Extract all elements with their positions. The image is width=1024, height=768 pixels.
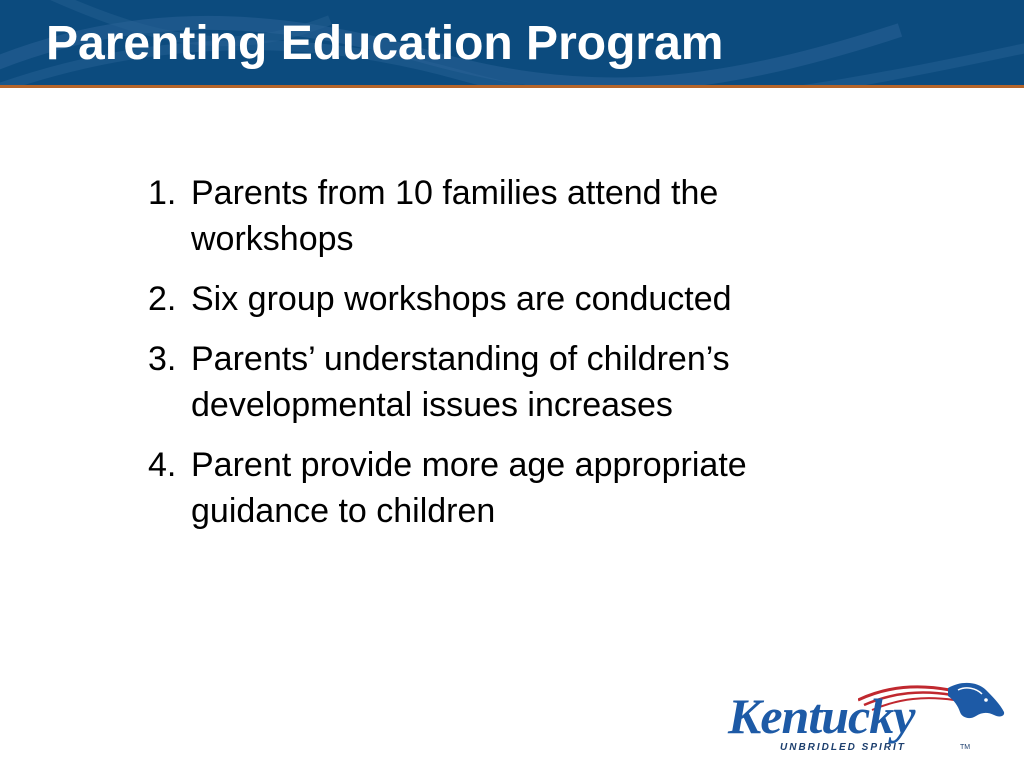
list-item-number: 1. — [148, 174, 177, 212]
title-accent-line — [0, 85, 1024, 88]
logo-wordmark: Kentucky — [728, 688, 915, 744]
list-item — [148, 442, 868, 534]
list-item-text: Parents’ understanding of children’s developmental issues increases — [191, 340, 730, 424]
list-item — [148, 336, 868, 428]
list-item-text: Six group workshops are conducted — [191, 280, 732, 318]
list-item-text: Parents from 10 families attend the workshops — [191, 174, 719, 258]
logo-trademark: TM — [960, 744, 971, 751]
slide-title: Parenting Education Program — [46, 17, 724, 70]
logo-tagline: UNBRIDLED SPIRIT — [780, 742, 906, 753]
list-item — [148, 276, 868, 322]
list-item-text: Parent provide more age appropriate guidance to children — [191, 446, 747, 530]
list-item — [148, 170, 868, 262]
list-item-number: 4. — [148, 446, 177, 484]
list-item-number: 2. — [148, 280, 177, 318]
numbered-list — [148, 170, 868, 548]
title-bar — [0, 0, 1024, 88]
list-item-number: 3. — [148, 340, 177, 378]
kentucky-logo — [728, 676, 1018, 760]
